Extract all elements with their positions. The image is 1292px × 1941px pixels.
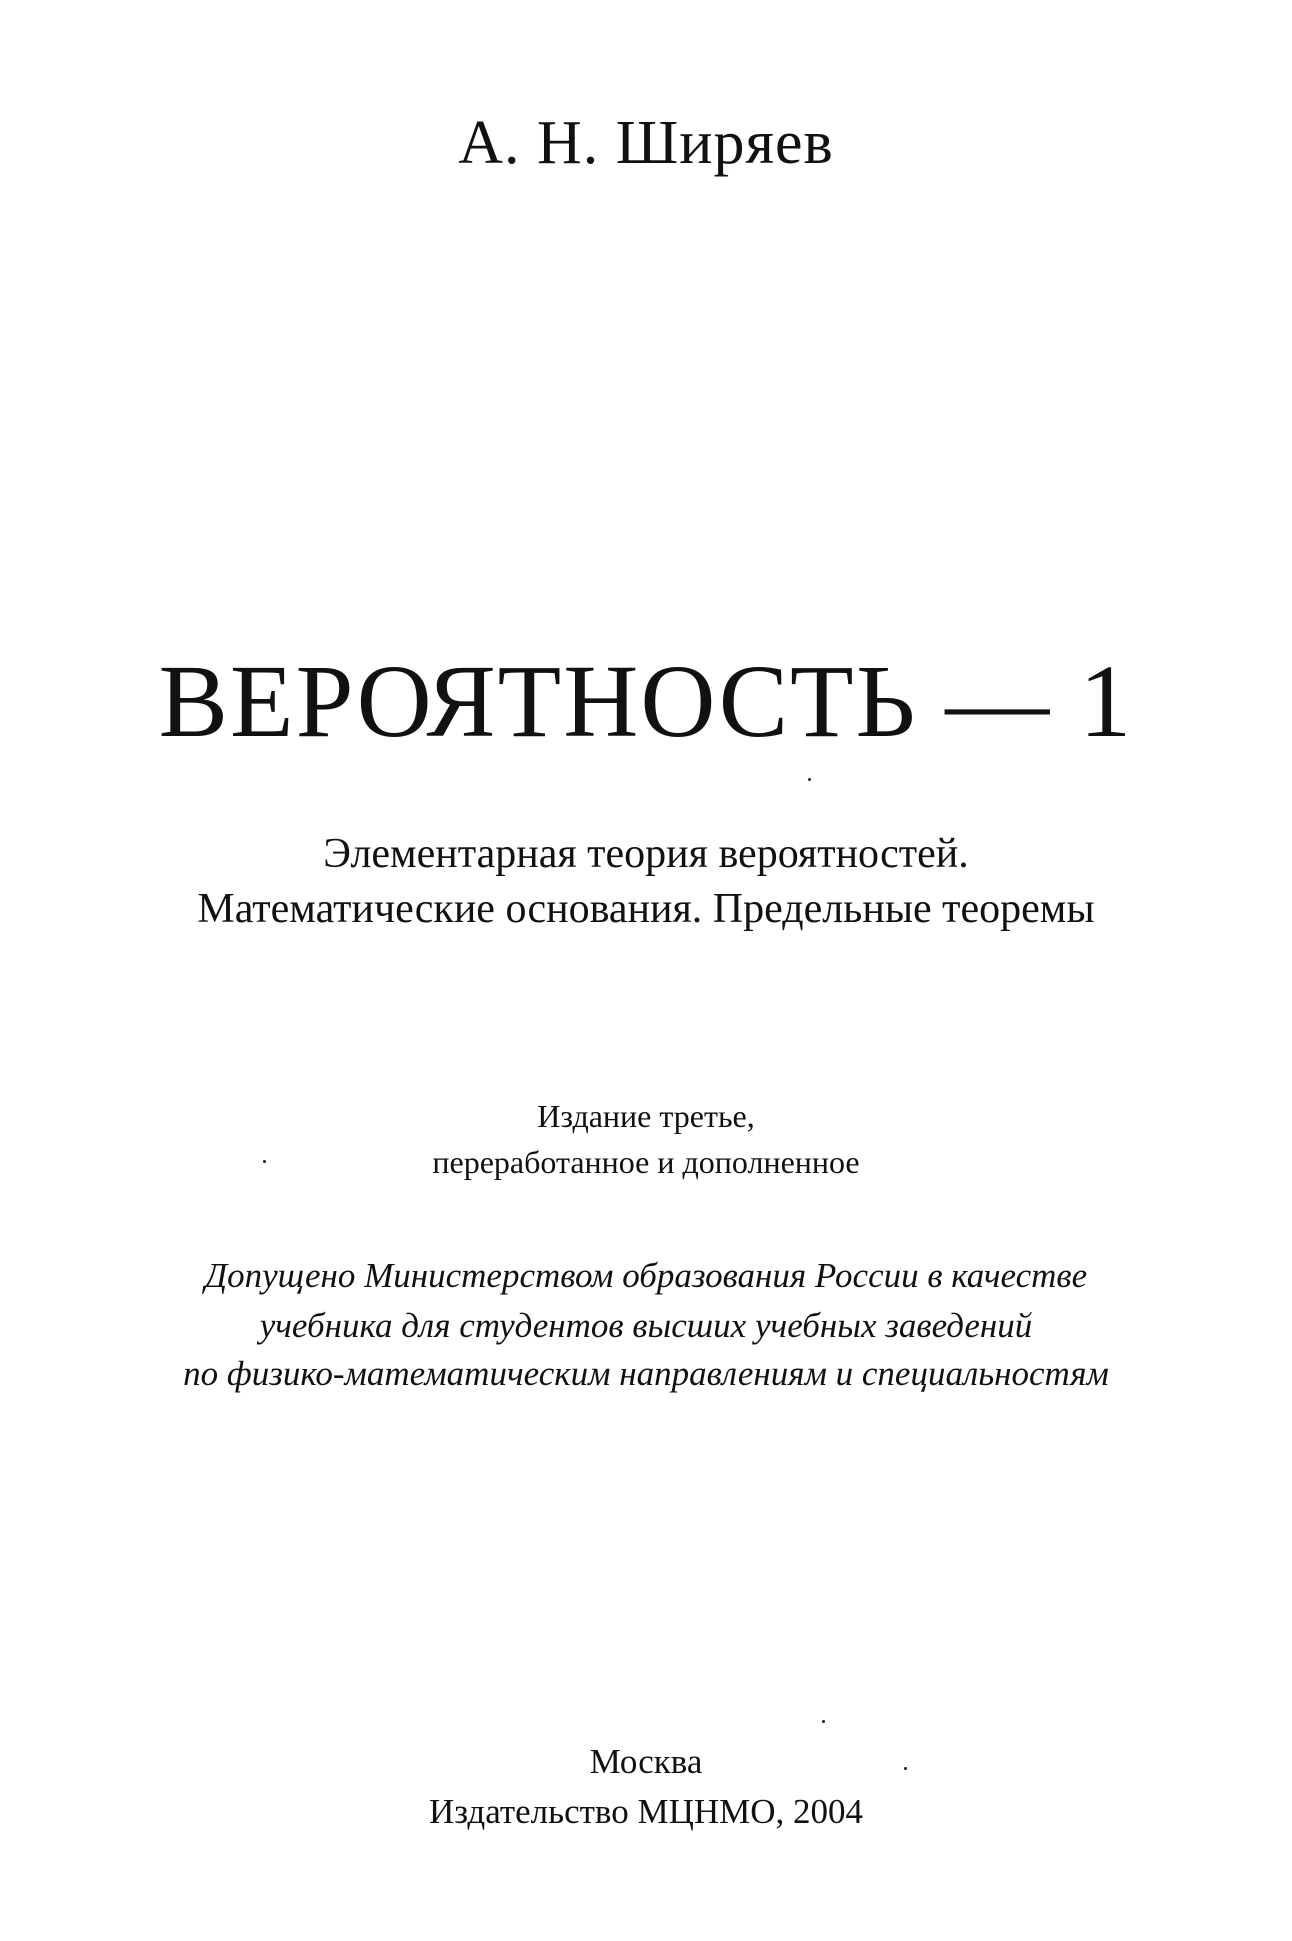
book-title: ВЕРОЯТНОСТЬ — 1 [158, 644, 1134, 759]
imprint-publisher-year: Издательство МЦНМО, 2004 [428, 1792, 864, 1831]
edition-line: Издание третье, [537, 1098, 755, 1134]
author-name: А. Н. Ширяев [458, 109, 834, 177]
scan-speck [808, 778, 811, 781]
scan-speck [263, 1160, 266, 1163]
approval-line: по физико-математическим направлениям и специальностям [183, 1354, 1109, 1393]
scan-speck [822, 1720, 825, 1723]
edition-line: переработанное и дополненное [432, 1144, 860, 1180]
scan-speck [904, 1767, 907, 1770]
approval-line: учебника для студентов высших учебных заведений [259, 1306, 1033, 1345]
approval-line: Допущено Министерством образования России в качестве [204, 1256, 1088, 1295]
subtitle-line: Элементарная теория вероятностей. [323, 831, 969, 877]
subtitle-line: Математические основания. Предельные теоремы [197, 886, 1095, 932]
imprint-city: Москва [589, 1742, 703, 1781]
